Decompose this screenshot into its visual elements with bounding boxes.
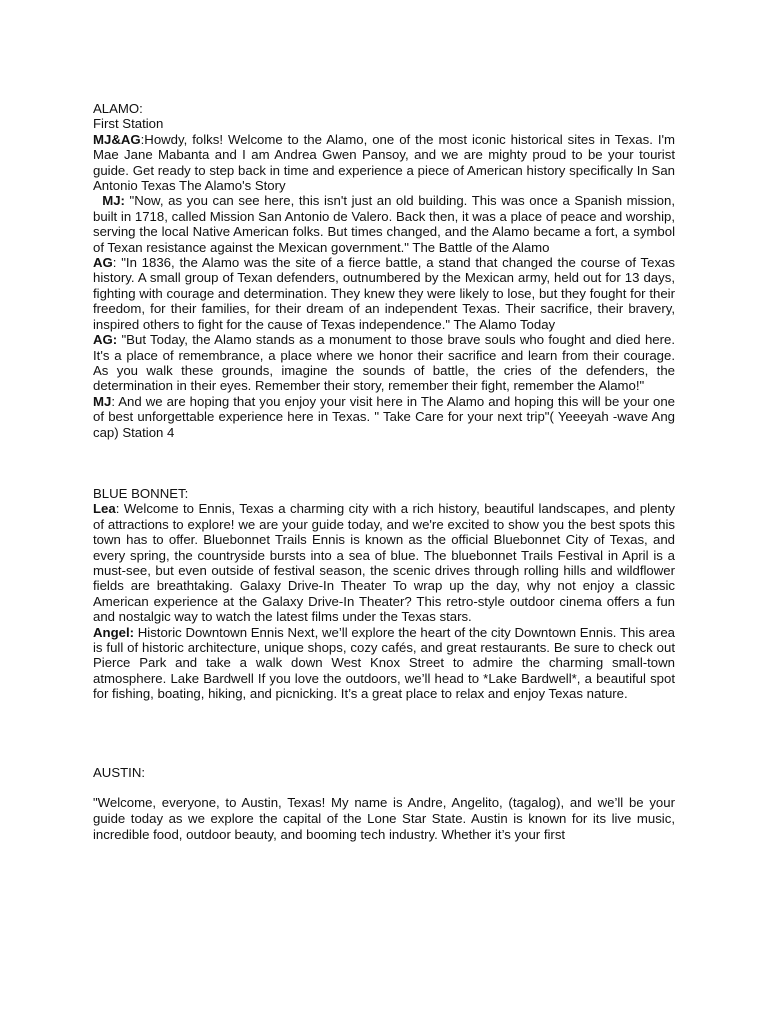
alamo-paragraph-3 (93, 255, 675, 332)
alamo-paragraph-1 (93, 132, 675, 194)
section-spacer (93, 702, 675, 765)
bluebonnet-paragraph-2 (93, 625, 675, 702)
speaker-label: Angel: (93, 624, 135, 640)
paragraph-text: "But Today, the Alamo stands as a monument to those brave souls who fought and died here. It's a place of remembrance, a place where we honor their sacrifice and learn from their courage. As you walk these grounds, imagine the sounds of battle, the cries of the defenders, the determination in their eyes. Remember their story, remember their fight, remember the Alamo!" (93, 332, 675, 394)
station-label: First Station (93, 116, 164, 132)
section-heading-bluebonnet: BLUE BONNET: (93, 485, 189, 501)
speaker-label: MJ&AG (93, 131, 141, 147)
paragraph-text: :Howdy, folks! Welcome to the Alamo, one of the most iconic historical sites in Texas. I'm Mae Jane Mabanta and I am Andrea Gwen Pansoy, and we are mighty proud to be your tourist guide. Get ready to step back in time and experience a piece of American history specifically In San Antonio Texas The Alamo's Story (93, 131, 675, 194)
speaker-label: AG (93, 255, 113, 271)
bluebonnet-paragraph-1 (93, 501, 675, 624)
speaker-label: MJ: (102, 193, 125, 209)
austin-paragraph-1: "Welcome, everyone, to Austin, Texas! My name is Andre, Angelito, (tagalog), and we’ll be your guide today as we explore the capital of the Lone Star State. Austin is known for its live music, incredible food, outdoor beauty, and booming tech industry. Whether it’s your first (93, 795, 675, 843)
section-heading-alamo: ALAMO: (93, 101, 143, 116)
speaker-label: MJ (93, 393, 112, 409)
speaker-label: Lea (93, 501, 116, 517)
section-heading-austin: AUSTIN: (93, 764, 146, 780)
speaker-label: AG: (93, 332, 118, 348)
section-spacer (93, 440, 675, 486)
paragraph-text: : Welcome to Ennis, Texas a charming city with a rich history, beautiful landscapes, and plenty of attractions to explore! we are your guide today, and we're excited to show you the best spots this town has to offer. Bluebonnet Trails Ennis is known as the official Bluebonnet City of Texas, and every spring, the countryside bursts into a sea of blue. The bluebonnet Trails Festival in April is a must-see, but even outside of festival season, the scenic drives through rolling hills and wildflower fields are breathtaking. Galaxy Drive-In Theater To wrap up the day, why not enjoy a classic American experience at the Galaxy Drive-In Theater? This retro-style outdoor cinema offers a fun and nostalgic way to watch the latest films under the Texas stars. (93, 501, 675, 625)
paragraph-text: : "In 1836, the Alamo was the site of a fierce battle, a stand that changed the course of Texas history. A small group of Texan defenders, outnumbered by the Mexican army, held out for 13 days, fighting with courage and determination. They knew they were likely to lose, but they fought for their freedom, for their families, for their dream of an independent Texas. Their sacrifice, their bravery, inspired others to fight for the cause of Texas independence." The Alamo Today (93, 255, 675, 332)
alamo-paragraph-2 (93, 193, 675, 255)
section-spacer (93, 780, 675, 795)
paragraph-text: "Now, as you can see here, this isn't just an old building. This was once a Spanish mission, built in 1718, called Mission San Antonio de Valero. Back then, it was a place of peace and worship, serving the local Native American folks. But times changed, and the Alamo became a fort, a symbol of Texan resistance against the Mexican government." The Battle of the Alamo (93, 193, 676, 255)
document-page (93, 101, 675, 843)
alamo-paragraph-4 (93, 332, 675, 394)
paragraph-text: : And we are hoping that you enjoy your visit here in The Alamo and hoping this will be your one of best unforgettable experience here in Texas. " Take Care for your next trip"( Yeeeyah -wave Ang cap) Station 4 (93, 393, 675, 440)
paragraph-text: Historic Downtown Ennis Next, we’ll explore the heart of the city Downtown Ennis. This area is full of historic architecture, unique shops, cozy cafés, and great restaurants. Be sure to check out Pierce Park and take a walk down West Knox Street to admire the charming small-town atmosphere. Lake Bardwell If you love the outdoors, we’ll head to *Lake Bardwell*, a beautiful spot for fishing, boating, hiking, and picnicking. It’s a great place to relax and enjoy Texas nature. (93, 624, 675, 702)
alamo-paragraph-5 (93, 394, 675, 440)
